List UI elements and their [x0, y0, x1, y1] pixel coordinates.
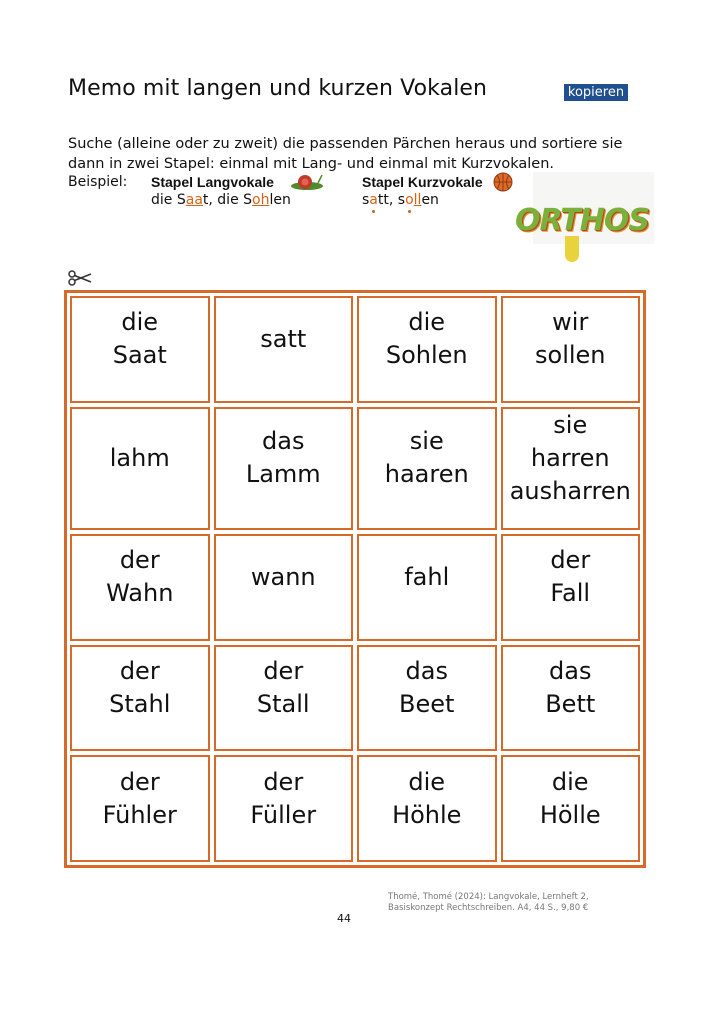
highlighted-letters: a: [369, 192, 378, 208]
memo-card[interactable]: [70, 296, 210, 403]
memo-card[interactable]: [214, 755, 354, 862]
highlighted-letters: o: [405, 192, 414, 208]
short-vowel-example: [362, 192, 439, 208]
memo-card[interactable]: [501, 645, 641, 752]
memo-card-word: der: [550, 546, 591, 575]
memo-card[interactable]: [357, 645, 497, 752]
memo-card-word: Saat: [112, 341, 167, 370]
memo-card-word: Stahl: [109, 689, 171, 718]
memo-card-word: haaren: [384, 460, 469, 489]
memo-card[interactable]: [357, 755, 497, 862]
snail-icon: [290, 173, 324, 191]
example-text: t, die S: [202, 192, 253, 208]
short-vowel-stack-title: Stapel Kurzvokale: [362, 174, 483, 190]
memo-card-word: wir: [552, 308, 589, 337]
scissors-icon: [68, 270, 92, 286]
orthos-logo: ORTHOS: [515, 203, 649, 238]
example-text: s: [362, 192, 370, 208]
memo-card-word: Fühler: [102, 800, 177, 829]
memo-card-word: der: [119, 546, 160, 575]
memo-card-word: der: [119, 767, 160, 796]
memo-card-word: fahl: [404, 562, 450, 591]
memo-card[interactable]: [70, 645, 210, 752]
memo-card[interactable]: [501, 534, 641, 641]
memo-card-word: Fall: [550, 579, 591, 608]
memo-card[interactable]: [357, 407, 497, 530]
highlighted-letters: aa: [185, 192, 203, 208]
instructions-text: Suche (alleine oder zu zweit) die passenden Pärchen heraus und sortiere sie dann in zwei Stapel: einmal mit Lang- und einmal mit Kurzvokalen.: [68, 136, 623, 172]
memo-card[interactable]: [214, 534, 354, 641]
memo-card[interactable]: [357, 534, 497, 641]
memo-card-word: die: [551, 767, 589, 796]
memo-card-word: das: [262, 427, 305, 456]
memo-card-word: das: [549, 656, 592, 685]
memo-card-word: Höhle: [392, 800, 462, 829]
memo-card[interactable]: [70, 755, 210, 862]
memo-card-word: das: [405, 656, 448, 685]
memo-card-word: sie: [409, 427, 444, 456]
memo-card-word: ausharren: [509, 476, 631, 505]
memo-card-word: Wahn: [106, 579, 174, 608]
memo-card-word: Bett: [545, 689, 596, 718]
memo-card[interactable]: [501, 755, 641, 862]
memo-card-word: die: [408, 308, 446, 337]
memo-card[interactable]: [214, 407, 354, 530]
copy-button[interactable]: kopieren: [564, 84, 628, 101]
memo-card-word: sollen: [535, 341, 606, 370]
memo-card-word: Beet: [399, 689, 455, 718]
memo-card[interactable]: [501, 407, 641, 530]
example-text: tt, s: [377, 192, 406, 208]
memo-card-word: lahm: [109, 443, 170, 472]
long-vowel-example: [151, 192, 291, 208]
memo-card-word: der: [263, 656, 304, 685]
example-text: en: [421, 192, 439, 208]
memo-card-grid: [64, 290, 646, 868]
long-vowel-stack-title: Stapel Langvokale: [151, 174, 274, 190]
memo-card-word: Stall: [256, 689, 310, 718]
memo-card-word: die: [121, 308, 159, 337]
orthos-logo-drip: [565, 236, 579, 262]
memo-card[interactable]: [214, 645, 354, 752]
highlighted-letters: oh: [252, 192, 270, 208]
memo-card[interactable]: [70, 534, 210, 641]
highlighted-letters: ll: [413, 192, 422, 208]
example-text: die S: [151, 192, 186, 208]
memo-card[interactable]: [214, 296, 354, 403]
basketball-icon: [493, 172, 513, 192]
memo-card[interactable]: [70, 407, 210, 530]
memo-card-word: harren: [530, 443, 610, 472]
memo-card-word: Hölle: [539, 800, 601, 829]
memo-card[interactable]: [357, 296, 497, 403]
memo-card-word: Füller: [250, 800, 317, 829]
memo-card[interactable]: [501, 296, 641, 403]
example-label: Beispiel:: [68, 174, 128, 190]
example-text: len: [269, 192, 291, 208]
page-number: 44: [337, 912, 351, 925]
memo-card-word: der: [119, 656, 160, 685]
citation: Thomé, Thomé (2024): Langvokale, Lernheft 2, Basiskonzept Rechtschreiben. A4, 44 S., 9,80 €: [388, 892, 589, 913]
memo-card-word: wann: [250, 562, 316, 591]
memo-card-word: Lamm: [245, 460, 321, 489]
memo-card-word: die: [408, 767, 446, 796]
memo-card-word: sie: [553, 410, 588, 439]
memo-card-word: satt: [260, 324, 307, 353]
memo-card-word: Sohlen: [385, 341, 468, 370]
memo-card-word: der: [263, 767, 304, 796]
page-title: Memo mit langen und kurzen Vokalen: [68, 76, 488, 101]
